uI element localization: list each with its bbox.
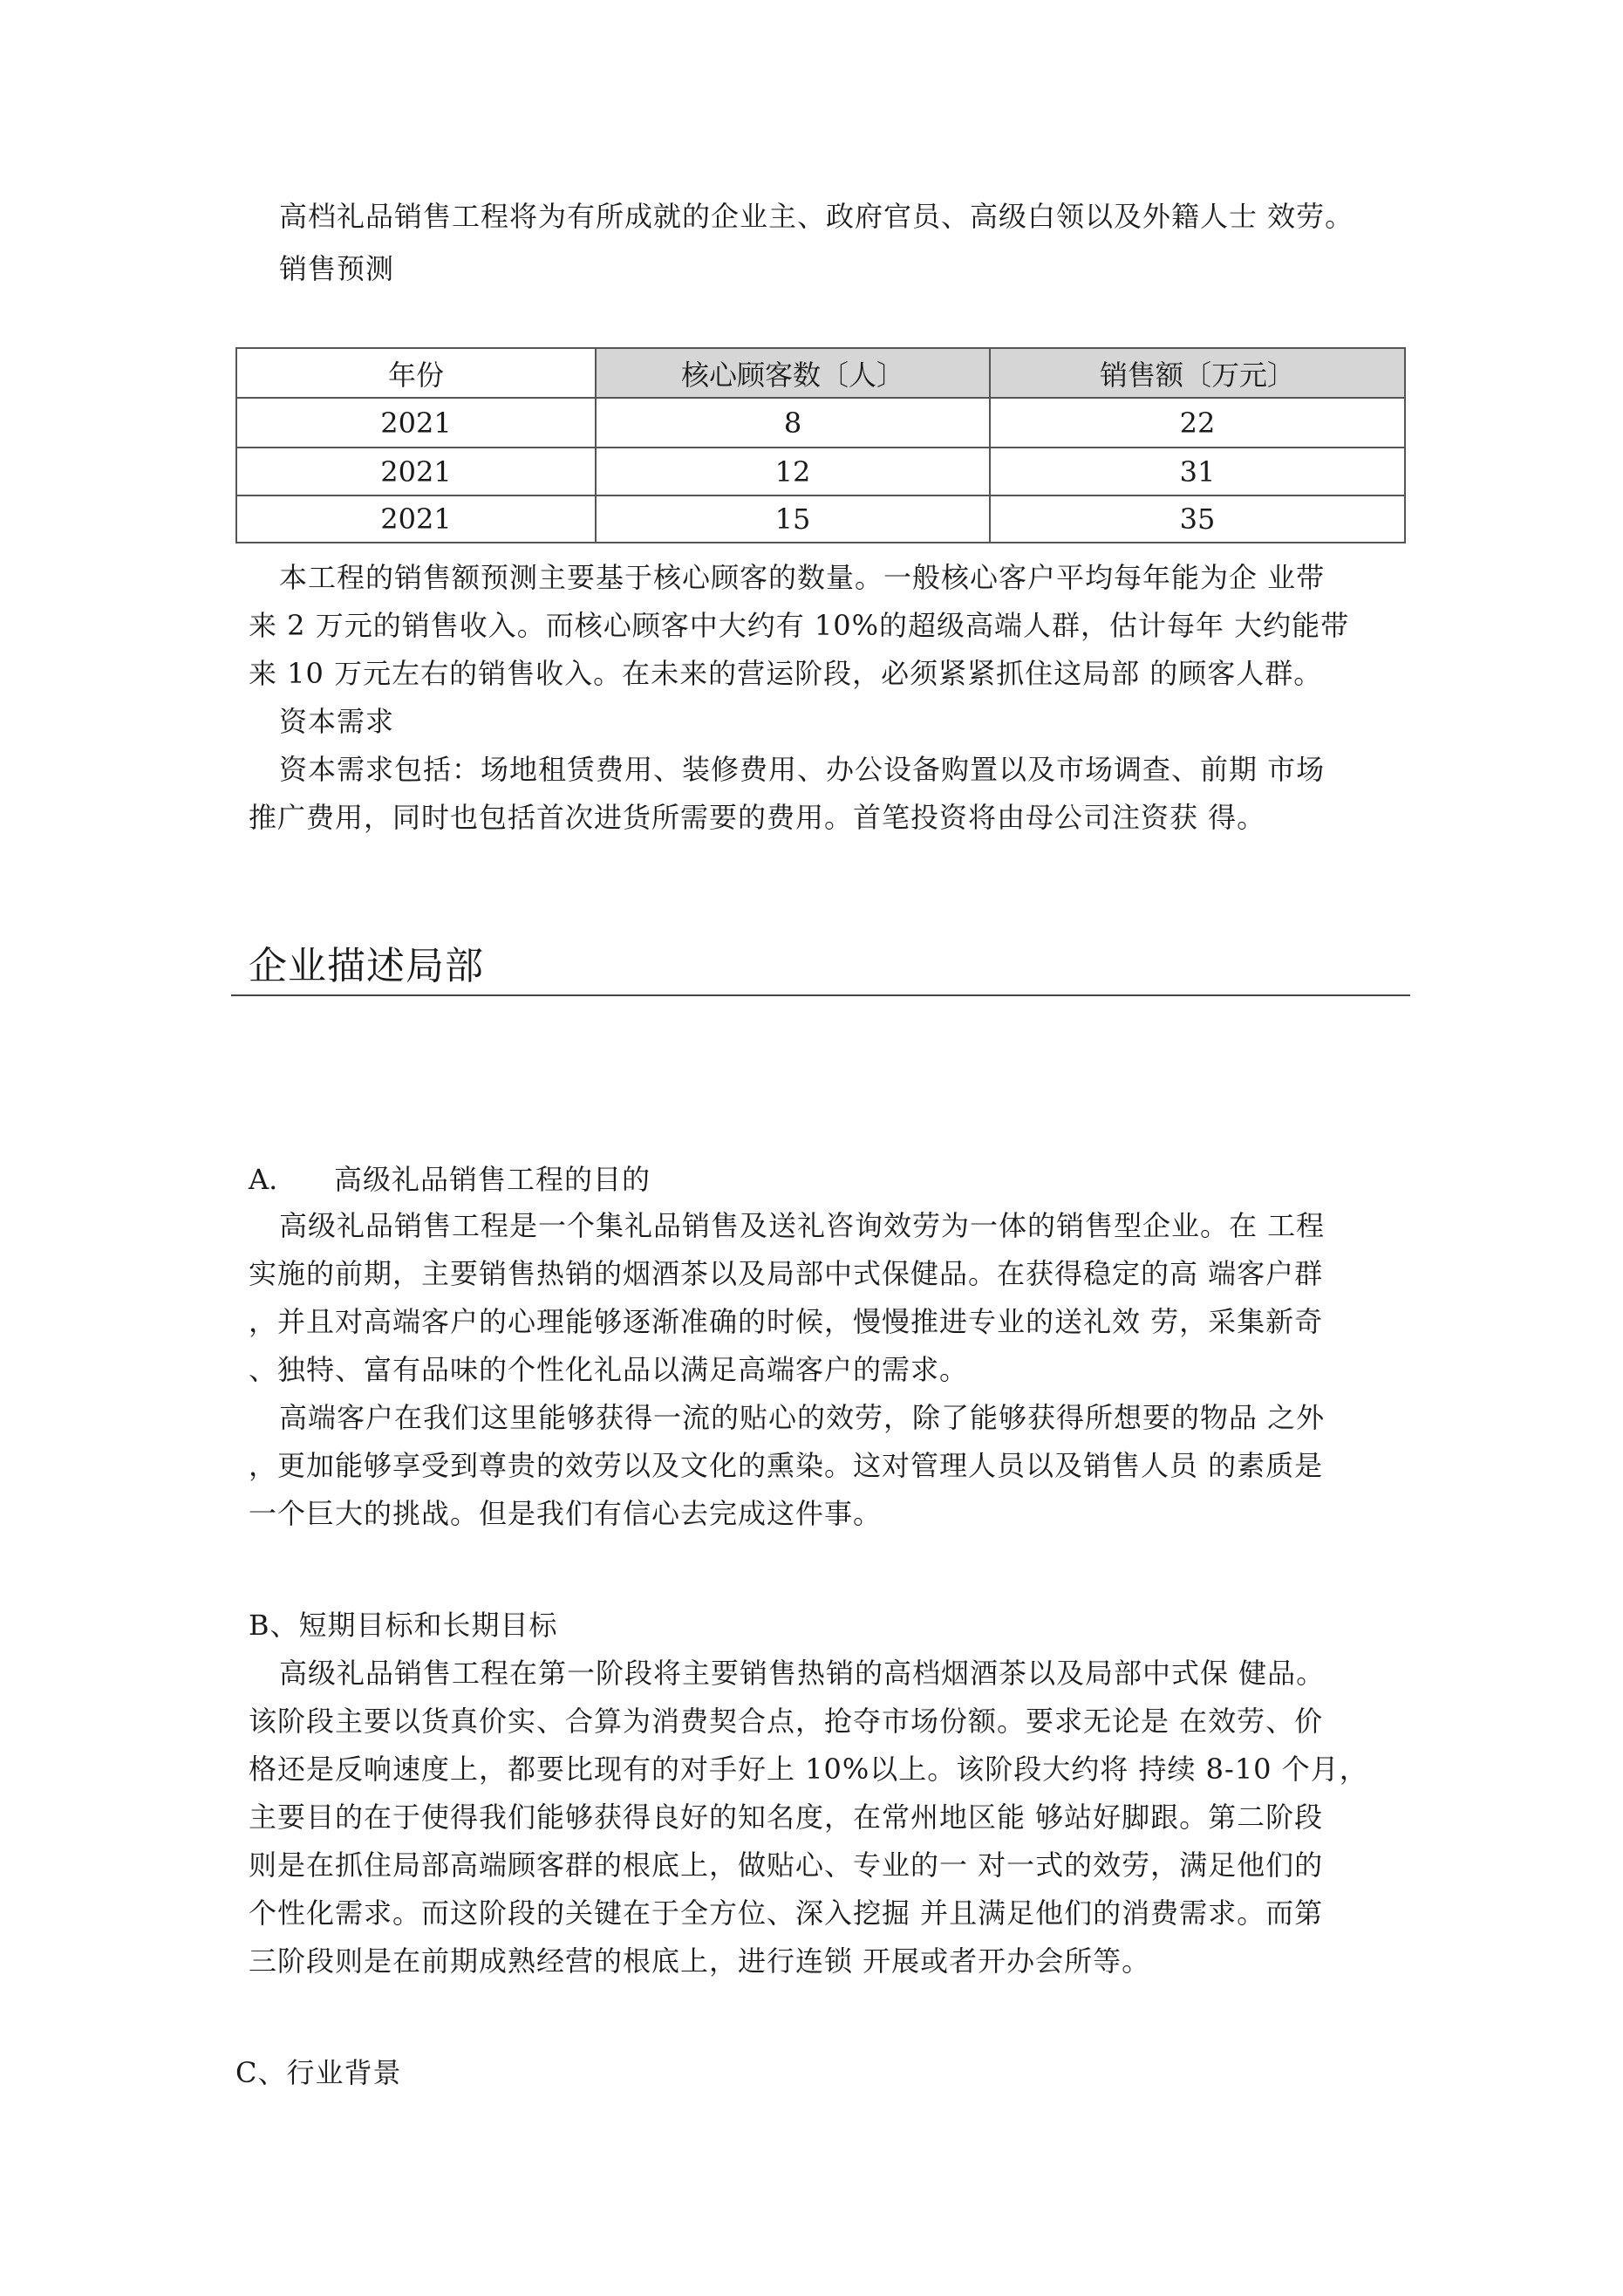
part-b-text-line: 高级礼品销售工程在第一阶段将主要销售热销的高档烟酒茶以及局部中式保 健品。: [279, 1657, 1326, 1690]
part-b-text-line: 主要目的在于使得我们能够获得良好的知名度，在常州地区能 够站好脚跟。第二阶段: [249, 1801, 1324, 1834]
header-core-customers: 核心顾客数〔人〕: [596, 348, 990, 398]
section-divider: [231, 994, 1410, 996]
part-b-text-line: 则是在抓住局部高端顾客群的根底上，做贴心、专业的一 对一式的效劳，满足他们的: [249, 1848, 1324, 1882]
part-b-text-line: 三阶段则是在前期成熟经营的根底上，进行连锁 开展或者开办会所等。: [249, 1944, 1151, 1978]
capital-text-line: 资本需求包括：场地租赁费用、装修费用、办公设备购置以及市场调查、前期 市场: [279, 753, 1326, 786]
capital-heading: 资本需求: [279, 705, 395, 738]
cell-sales: 35: [990, 495, 1405, 543]
forecast-text-line: 本工程的销售额预测主要基于核心顾客的数量。一般核心客户平均每年能为企 业带: [279, 561, 1326, 594]
cell-year: 2021: [236, 398, 596, 448]
header-year: 年份: [236, 348, 596, 398]
part-a-text-line: 高端客户在我们这里能够获得一流的贴心的效劳，除了能够获得所想要的物品 之外: [279, 1401, 1326, 1434]
table-row: [236, 448, 1405, 495]
part-a-text-line: 高级礼品销售工程是一个集礼品销售及送礼咨询效劳为一体的销售型企业。在 工程: [279, 1209, 1326, 1242]
part-a-text-line: 实施的前期，主要销售热销的烟酒茶以及局部中式保健品。在获得稳定的高 端客户群: [249, 1257, 1324, 1290]
forecast-text-line: 来 2 万元的销售收入。而核心顾客中大约有 10%的超级高端人群，估计每年 大约能带: [249, 609, 1350, 642]
part-a-title: 高级礼品销售工程的目的: [334, 1163, 651, 1196]
cell-sales: 22: [990, 398, 1405, 448]
header-sales: 销售额〔万元〕: [990, 348, 1405, 398]
cell-core-customers: 12: [596, 448, 990, 495]
section-title: 企业描述局部: [249, 944, 484, 988]
forecast-heading: 销售预测: [279, 252, 395, 285]
cell-core-customers: 8: [596, 398, 990, 448]
sales-forecast-table: [235, 347, 1406, 543]
part-b-text-line: 格还是反响速度上，都要比现有的对手好上 10%以上。该阶段大约将 持续 8-10 个月，: [249, 1753, 1368, 1786]
part-a-text-line: 、独特、富有品味的个性化礼品以满足高端客户的需求。: [249, 1353, 969, 1386]
part-a-label: A.: [249, 1163, 278, 1196]
forecast-text-line: 来 10 万元左右的销售收入。在未来的营运阶段，必须紧紧抓住这局部 的顾客人群。: [249, 657, 1323, 690]
cell-year: 2021: [236, 448, 596, 495]
part-b-text-line: 该阶段主要以货真价实、合算为消费契合点，抢夺市场份额。要求无论是 在效劳、价: [249, 1705, 1324, 1738]
cell-sales: 31: [990, 448, 1405, 495]
cell-year: 2021: [236, 495, 596, 543]
cell-core-customers: 15: [596, 495, 990, 543]
part-b-title: B、短期目标和长期目标: [249, 1609, 558, 1642]
table-header-row: [236, 348, 1405, 398]
part-b-text-line: 个性化需求。而这阶段的关键在于全方位、深入挖掘 并且满足他们的消费需求。而第: [249, 1896, 1324, 1930]
intro-paragraph: 高档礼品销售工程将为有所成就的企业主、政府官员、高级白领以及外籍人士 效劳。: [279, 200, 1354, 233]
capital-text-line: 推广费用，同时也包括首次进货所需要的费用。首笔投资将由母公司注资获 得。: [249, 801, 1266, 834]
table-row: [236, 398, 1405, 448]
part-c-title: C、行业背景: [235, 2056, 402, 2089]
part-a-text-line: ，并且对高端客户的心理能够逐渐准确的时候，慢慢推进专业的送礼效 劳，采集新奇: [249, 1305, 1324, 1338]
part-a-text-line: 一个巨大的挑战。但是我们有信心去完成这件事。: [249, 1497, 883, 1530]
table-row: [236, 495, 1405, 543]
part-a-text-line: ，更加能够享受到尊贵的效劳以及文化的熏染。这对管理人员以及销售人员 的素质是: [249, 1449, 1324, 1482]
